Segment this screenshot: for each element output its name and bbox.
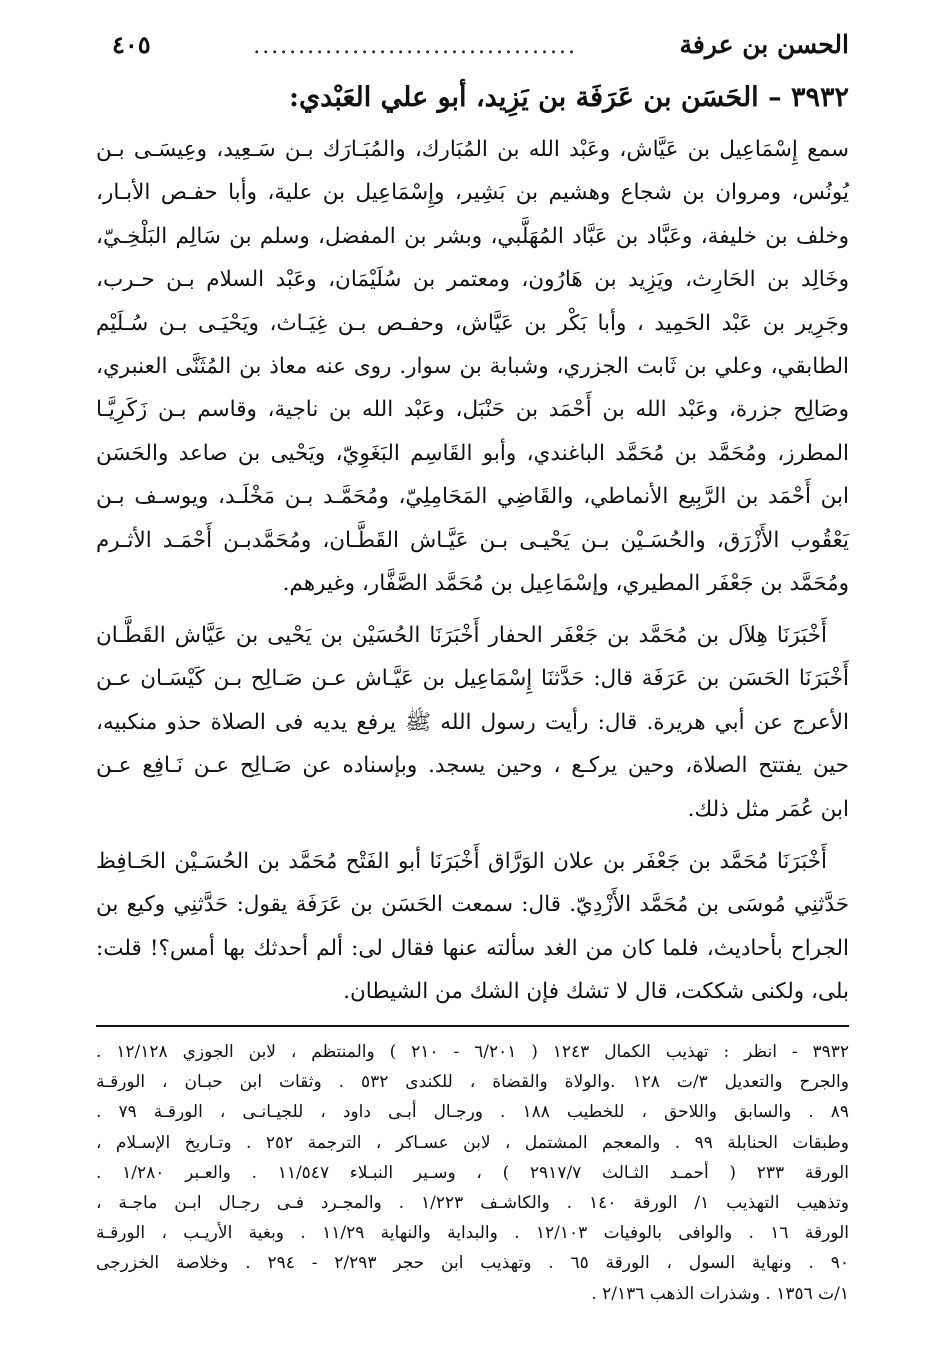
text-line: وخلف بن خليفة، وعَبَّاد بن عَبَّاد المُهَلَّبي، وبشر بن المفضل، وسلم بن سَالِم البَلْخِـيّ، <box>96 223 849 249</box>
text-line: وجَرِير بن عَبْد الحَمِيد ، وأبا بَكْر بن عَيَّاش، وحفـص بـن غِيَـاث، ويَحْيَـى بـن سُـلَيْم <box>96 310 849 336</box>
text-line: ابن عُمَر مثل ذلك. <box>687 796 849 822</box>
text-line: ومُحَمَّد بن جَعْفَر المطيري، وإسْمَاعِيل بن مُحَمَّد الصَّفَّار، وغيرهم. <box>282 571 849 597</box>
hadith-paragraph-1 <box>96 614 849 831</box>
text-line: أَخْبَرَنَا مُحَمَّد بن جَعْفَر بن علان الوَرَّاق أَخْبَرَنَا أبو الفَتْح مُحَمَّد بن الحُسَـيْن الحَـافِظ <box>96 849 827 874</box>
hadith-paragraph-2 <box>96 840 849 1014</box>
text-line: الجراح بأحاديث، فلما كان من الغد سألته عنها فقال لى: ألم أحدثك بها أمس؟! قلت: <box>96 935 849 961</box>
footnote-separator <box>96 1025 849 1027</box>
footnote-line: الورقة ١٦ . والوافى بالوفيات ١٢/١٠٣ . والبداية والنهاية ١١/٢٩ . وبغية الأريـب ، الورقـة <box>96 1223 849 1244</box>
text-line: حَدَّثنِي مُوسَى بن مُحَمَّد الأَزْدِيّ. قال: سمعت الحَسَن بن عَرَفَة يقول: حَدَّثنِي وكيع بن <box>96 892 849 918</box>
text-line: أَخْبَرَنَا الحَسَن بن عَرَفَة قال: حَدَّثنَا إِسْمَاعِيل بن عَيَّـاش عـن صَـالِح بـن كَيْسَـان عـن <box>96 666 849 692</box>
text-line: الطابقي، وعلي بن ثَابت الجزري، وشبابة بن سوار. روى عنه معاذ بن المُثَنَّى العنبري، <box>96 354 849 380</box>
text-line: وصَالِح جزرة، وعَبْد الله بن أَحْمَد بن حَنْبَل، وعَبْد الله بن ناجية، وقاسم بـن زَكَرِيَّـا <box>96 397 849 423</box>
text-line: حين يفتتح الصلاة، وحين يركـع ، وحين يسجد. وبإسناده عن صَـالِح عـن نَـافِع عـن <box>96 753 849 779</box>
text-line: ابن أَحْمَد بن الرَّبِيع الأنماطي، والقَاضِي المَحَامِلِيّ، ومُحَمَّـد بـن مَخْلَـد، ويوسـف بـن <box>96 484 849 510</box>
biography-paragraph <box>96 128 849 605</box>
text-line: أَخْبَرَنَا هِلاَل بن مُحَمَّد بن جَعْفَر الحفار أَخْبَرَنَا الحُسَيْن بن يَحْيى بن عَيَّاش القَطَّـان <box>96 623 827 648</box>
footnote-line: ١/ت ١٣٥٦ . وشذرات الذهب ٢/١٣٦ . <box>591 1283 849 1304</box>
text-line: بلى، ولكنى شككت، قال لا تشك فإن الشك من الشيطان. <box>343 979 849 1005</box>
page-number: ٤٠٥ <box>112 30 151 59</box>
footnote-line: وطبقات الحنابلة ٩٩ . والمعجم المشتمل ، لابن عسـاكر ، الترجمة ٢٥٢ . وتـاريخ الإسـلام ، <box>96 1132 849 1153</box>
text-line: يُونُس، ومروان بن شجاع وهشيم بن بَشِير، وإِسْمَاعِيل بن علية، وأبا حفـص الأبـار، <box>96 180 849 206</box>
footnote-line: ٩٠ . ونهاية السول ، الورقة ٦٥ . وتهذيب ابن حجر ٢/٢٩٣ - ٢٩٤ . وخلاصة الخزرجى <box>96 1253 850 1274</box>
running-head-title: الحسن بن عرفة <box>679 30 849 59</box>
text-line: الأعرج عن أبي هريرة. قال: رأيت رسول الله ﷺ يرفع يديه فى الصلاة حذو منكبيه، <box>96 709 849 735</box>
running-head-leader-dots: .................................... <box>253 34 577 59</box>
footnote-line: ٣٩٣٢ - انظر : تهذيب الكمال ١٢٤٣ ( ٦/٢٠١ - ٢١٠ ) والمنتظم ، لابن الجوزي ١٢/١٢٨ . <box>96 1042 849 1062</box>
entry-heading: ٣٩٣٢ – الحَسَن بن عَرَفَة بن يَزِيد، أبو علي العَبْدي: <box>289 82 849 113</box>
running-head <box>112 30 849 70</box>
footnote-line: الورقة ٢٣٣ ( أحمـد الثـالث ٢٩١٧/٧ ) ، وسـير النبـلاء ١١/٥٤٧ . والعـبر ١/٢٨٠ . <box>96 1162 850 1183</box>
footnotes <box>96 1037 849 1309</box>
footnote-line: والجرح والتعديل ٣/ت ١٢٨ .والولاة والقضاة ، للكندى ٥٣٢ . وثقات ابن حبـان ، الورقـة <box>96 1072 849 1093</box>
footnote-line: وتذهيب التهذيب ١/ الورقة ١٤٠ . والكاشـف ١/٢٢٣ . والمجـرد فـى رجـال ابـن ماجـة ، <box>96 1193 849 1214</box>
text-line: المطرز، ومُحَمَّد بن مُحَمَّد الباغندي، وأبو القَاسِم البَغَوِيّ، ويَحْيى بن صاعد والحَسَن <box>96 440 849 466</box>
text-line: يَعْقُوب الأَزْرَق، والحُسَـيْن بـن يَحْيـى بـن عَيَّـاش القَطَّـان، ومُحَمَّدبـن أَحْمَـد الأثـرم <box>96 527 849 553</box>
text-line: سمع إِسْمَاعِيل بن عَيَّاش، وعَبْد الله بن المُبَارك، والمُبَـارَك بـن سَـعِيد، وعِيسَـى بـن <box>96 137 849 162</box>
text-line: وخَالِد بن الحَارِث، ويَزِيد بن هَارُون، ومعتمر بن سُلَيْمَان، وعَبْد السلام بـن حـرب، <box>96 267 849 293</box>
footnote-line: ٨٩ . والسابق واللاحق ، للخطيب ١٨٨ . ورجـال أبـى داود ، للجيـانـى ، الورقـة ٧٩ . <box>96 1102 850 1123</box>
